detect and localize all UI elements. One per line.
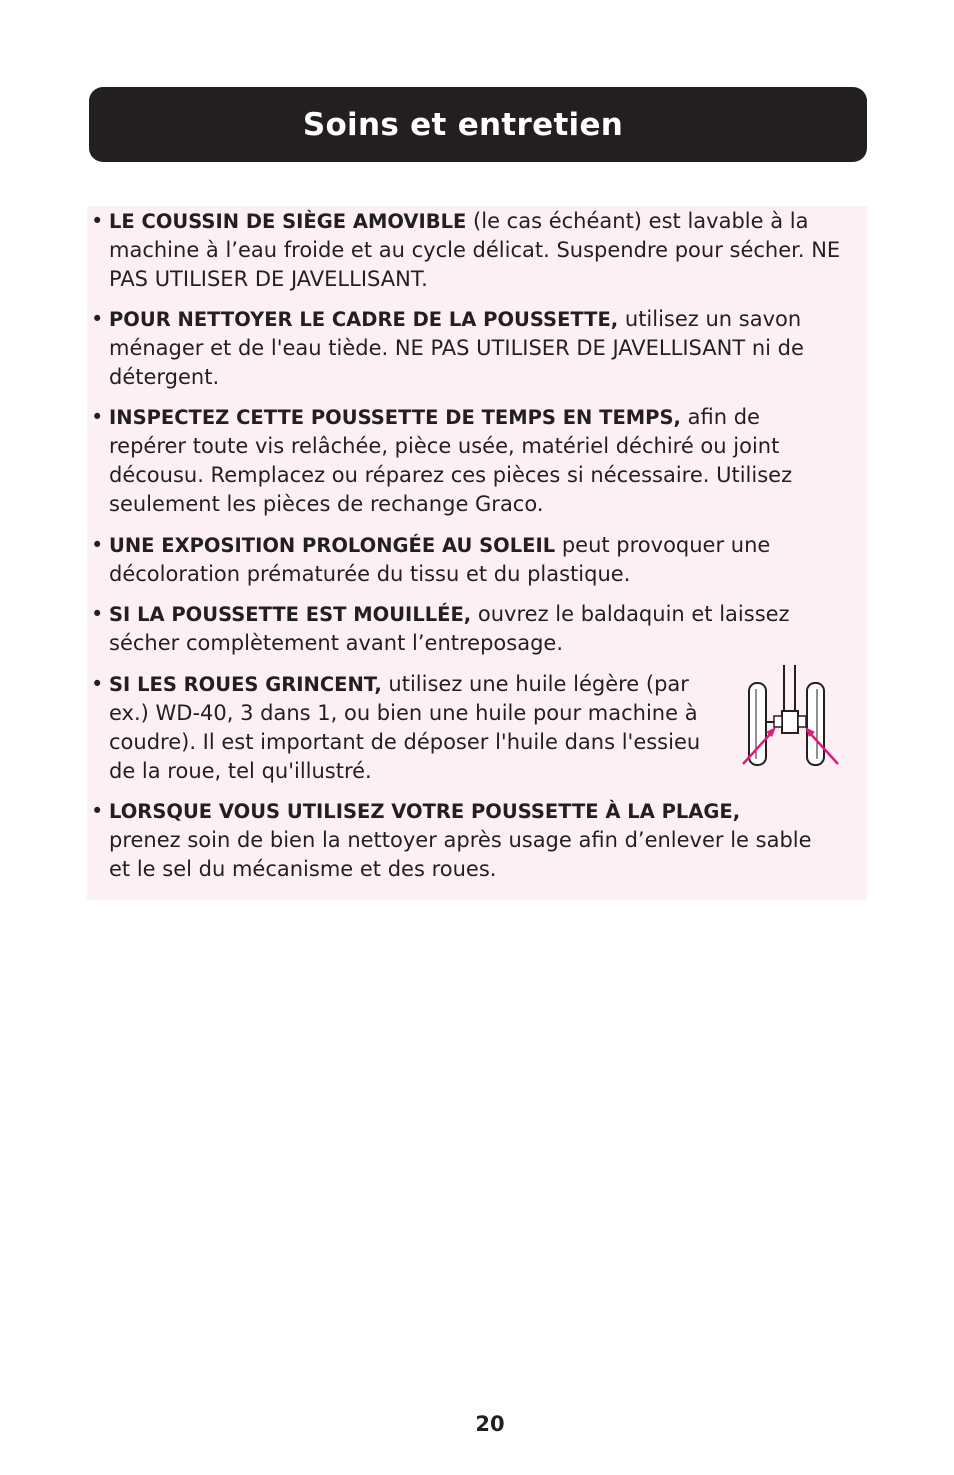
- item-text: et le sel du mécanisme et des roues.: [109, 857, 497, 881]
- page-title: Soins et entretien: [302, 106, 624, 143]
- list-item: [87, 207, 867, 294]
- item-lead: LORSQUE VOUS UTILISEZ VOTRE POUSSETTE À LA PLAGE,: [109, 800, 741, 823]
- item-text: ménager et de l'eau tiède. NE PAS UTILISER DE JAVELLISANT ni de: [109, 336, 804, 360]
- item-text: (le cas échéant) est lavable à la: [466, 209, 809, 233]
- item-text: ouvrez le baldaquin et laissez: [471, 602, 790, 626]
- item-text: utilisez une huile légère (par: [381, 672, 689, 696]
- list-item: [87, 797, 867, 884]
- item-text: coudre). Il est important de déposer l'huile dans l'essieu: [109, 730, 701, 754]
- item-text: machine à l’eau froide et au cycle délicat. Suspendre pour sécher. NE: [109, 238, 841, 262]
- item-text: de la roue, tel qu'illustré.: [109, 759, 372, 783]
- bullet-icon: •: [91, 672, 104, 696]
- item-text: décoloration prématurée du tissu et du plastique.: [109, 562, 631, 586]
- list-item: [87, 600, 867, 658]
- list-item: [87, 403, 867, 519]
- list-item: [87, 531, 867, 589]
- bullet-icon: •: [91, 799, 104, 823]
- bullet-icon: •: [91, 307, 104, 331]
- item-text: peut provoquer une: [555, 533, 771, 557]
- item-text: PAS UTILISER DE JAVELLISANT.: [109, 267, 428, 291]
- item-text: utilisez un savon: [618, 307, 802, 331]
- item-text: prenez soin de bien la nettoyer après usage afin d’enlever le sable: [109, 828, 812, 852]
- page-number: 20: [475, 1412, 505, 1436]
- item-lead: INSPECTEZ CETTE POUSSETTE DE TEMPS EN TEMPS,: [109, 406, 681, 429]
- item-lead: UNE EXPOSITION PROLONGÉE AU SOLEIL: [109, 534, 556, 557]
- bullet-icon: •: [91, 405, 104, 429]
- list-item: [87, 305, 867, 392]
- item-lead: SI LA POUSSETTE EST MOUILLÉE,: [109, 603, 472, 626]
- item-text: afin de: [680, 405, 760, 429]
- item-text: seulement les pièces de rechange Graco.: [109, 492, 544, 516]
- item-text: ex.) WD-40, 3 dans 1, ou bien une huile pour machine à: [109, 701, 698, 725]
- item-lead: SI LES ROUES GRINCENT,: [109, 673, 382, 696]
- wheel-axle-oiling-icon: [739, 665, 842, 769]
- care-instructions-panel: [87, 206, 867, 900]
- section-header: [89, 87, 867, 162]
- item-text: sécher complètement avant l’entreposage.: [109, 631, 563, 655]
- bullet-icon: •: [91, 602, 104, 626]
- item-text: repérer toute vis relâchée, pièce usée, matériel déchiré ou joint: [109, 434, 780, 458]
- item-text: décousu. Remplacez ou réparez ces pièces si nécessaire. Utilisez: [109, 463, 793, 487]
- item-lead: LE COUSSIN DE SIÈGE AMOVIBLE: [109, 210, 467, 233]
- bullet-icon: •: [91, 533, 104, 557]
- item-lead: POUR NETTOYER LE CADRE DE LA POUSSETTE,: [109, 308, 619, 331]
- bullet-icon: •: [91, 209, 104, 233]
- item-text: détergent.: [109, 365, 220, 389]
